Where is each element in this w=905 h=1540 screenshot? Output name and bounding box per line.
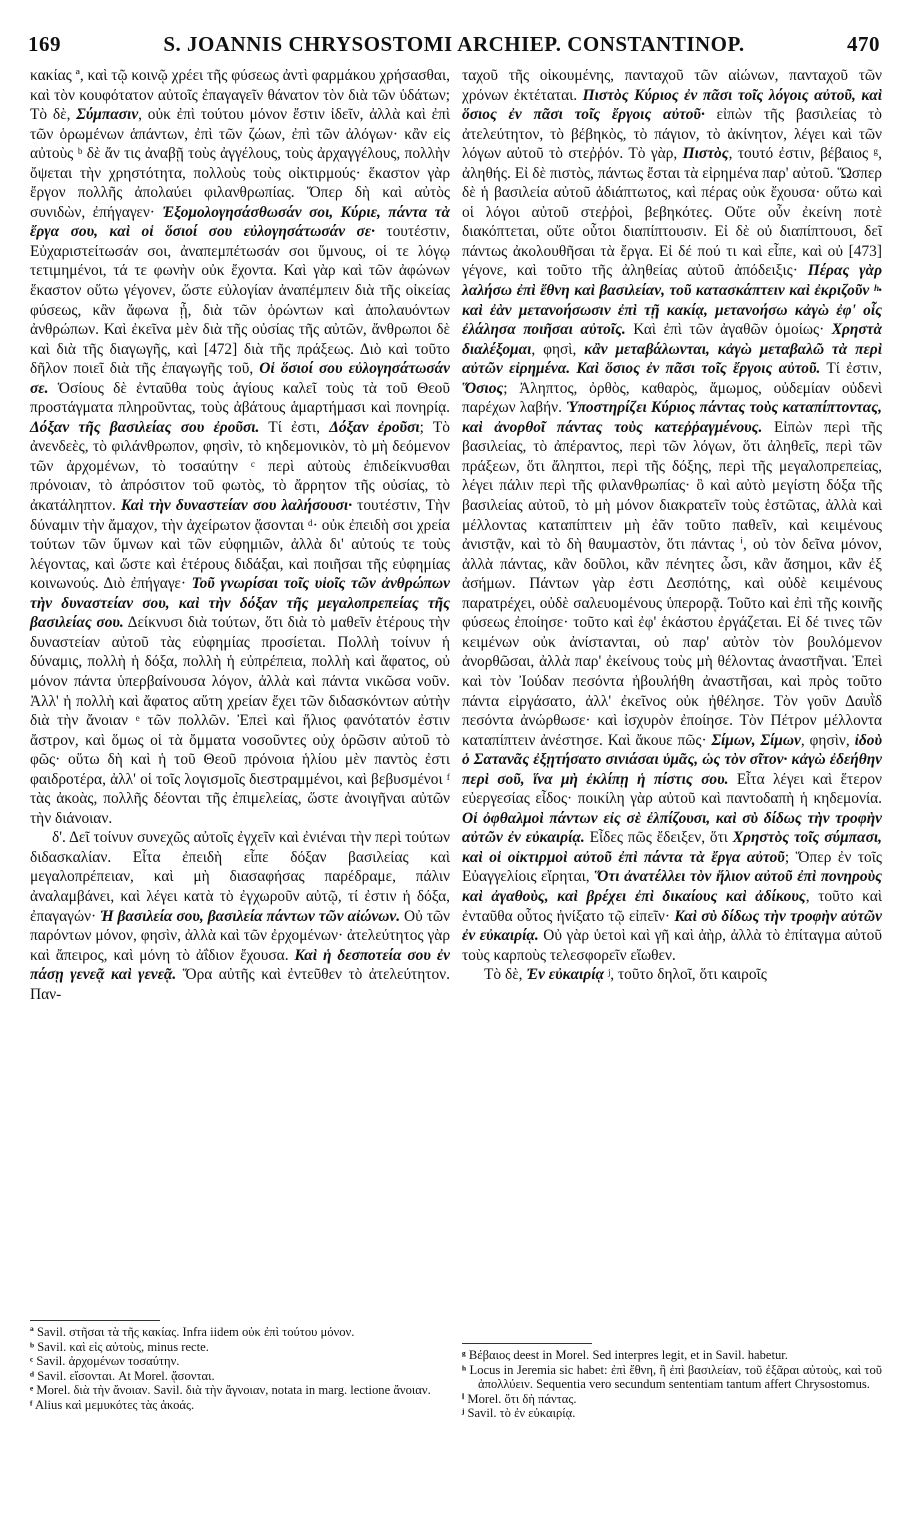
text-run: Τί ἐστι, bbox=[259, 418, 330, 436]
footnotes-right bbox=[462, 1348, 882, 1421]
scripture-quotation: Καὶ ἡ δεσποτεία σου ἐν πάσῃ γενεᾷ καὶ γενεᾷ. bbox=[30, 946, 450, 984]
scripture-quotation: Χρηστὸς τοῖς σύμπασι, καὶ οἱ οἰκτιρμοὶ αὐτοῦ ἐπὶ πάντα τὰ ἔργα αὐτοῦ bbox=[462, 829, 882, 866]
page-number-right: 470 bbox=[847, 32, 880, 56]
text-run: τουτέστιν, Τὴν δύναμιν τὴν ἄμαχον, τὴν ἀχείρωτον ᾄσονται ᵈ· οὐκ ἐπειδὴ σοι χρεία τούτων τῶν ὕμνων καὶ τῶν εὐφημιῶν, ἀλλὰ δι' αὐτούς τε τοὺς λέγοντας, καὶ ὥστε καὶ ἑτέρους διδάξαι, καὶ ποιῆσαι τῆς εὐφημίας κοινωνούς. Διὸ ἐπήγαγε· bbox=[30, 497, 450, 593]
scripture-quotation: Δόξαν ἐροῦσι bbox=[329, 418, 420, 436]
footnote-marker: ᵉ bbox=[30, 1383, 34, 1398]
scripture-quotation: Σύμπασιν bbox=[76, 106, 139, 124]
footnote-marker: ᶠ bbox=[30, 1397, 33, 1412]
scripture-quotation: Καὶ σὺ δίδως τὴν τροφὴν αὐτῶν ἐν εὐκαιρίᾳ. bbox=[462, 907, 882, 945]
scripture-quotation: Καὶ τὴν δυναστείαν σου λαλήσουσι· bbox=[120, 497, 353, 515]
scripture-quotation: Ὅτι ἀνατέλλει τὸν ἥλιον αὐτοῦ ἐπὶ πονηροὺς καὶ ἀγαθοὺς, καὶ βρέχει ἐπὶ δικαίους καὶ ἀδίκους bbox=[462, 868, 882, 905]
footnote-marker: ᶜ bbox=[30, 1354, 34, 1369]
scripture-quotation: Ἡ βασιλεία σου, βασιλεία πάντων τῶν αἰώνων. bbox=[100, 907, 401, 925]
text-run: Δείκνυσι διὰ τούτων, ὅτι διὰ τὸ μαθεῖν ἑτέρους τὴν δυναστείαν αὐτοῦ τὰς εὐφημίας προσίεται. Πολλὴ τοίνυν ἡ δύναμις, πολλὴ ἡ δόξα, πολλὴ ἡ εὐπρέπεια, πολλὴ καὶ ἄφατος, οὐ μόνον πάντα ὑπερβαίνουσα λόγον, ἀλλὰ καὶ πάντα νικῶσα νοῦν. Ἀλλ' ἡ πολλὴ καὶ ἄφατος αὕτη χρείαν ἔχει τῶν διδασκόντων αὐτὴν διὰ τὴν ἄνοιαν ᵉ τῶν πολλῶν. Ἐπεὶ καὶ ἥλιος φανότατόν ἐστιν ἄστρον, καὶ ὅμως οἱ τὰ ὄμματα νοσοῦντες οὐχ ὁρῶσιν αὐτοῦ τὸ φῶς· οὕτω δὴ καὶ ἡ τοῦ Θεοῦ πρόνοια ἡλίου μὲν παντὸς ἐστι φαιδροτέρα, ἀλλ' οἱ τοῖς λογισμοῖς διεστραμμένοι, καὶ βεβυσμένοι ᶠ τὰς ἀκοὰς, πολλῆς δέονται τῆς ἐπιμελείας, ὥστε ἀνοιγῆναι αὐτῶν τὴν διάνοιαν. bbox=[30, 614, 450, 827]
footnote bbox=[30, 1354, 450, 1369]
footnote-rule-left bbox=[30, 1320, 160, 1321]
text-run: τουτέστιν, Εὐχαριστείτωσάν σοι, ἀναπεμπέτωσάν σοι ὕμνους, οἱ τε λόγῳ τετιμημένοι, τά τε φωνὴν οὐκ ἔχοντα. Καὶ γὰρ καὶ τῶν ἀφώνων ἕκαστον οὕτω γέγονεν, ὥστε εὐλογίαν ἀναπέμπειν διὰ τῆς οἰκείας φύσεως, κἂν ἄφωνα ᾖ, διὰ τῶν ὁρώντων καὶ ἀπολαυόντων ἀνθρώπων. Καὶ ἐκεῖνα μὲν διὰ τῆς οὐσίας τῆς αὐτῶν, ἄνθρωποι δὲ καὶ διὰ τῆς διαγωγῆς, καὶ [472] διὰ τῆς πράξεως. Διὸ καὶ τοῦτο δῆλον ποιεῖ διὰ τῆς ἐπαγωγῆς τοῦ, bbox=[30, 223, 450, 378]
footnote bbox=[462, 1348, 882, 1363]
scripture-quotation: Χρηστὰ διαλέξομαι bbox=[462, 321, 882, 358]
paragraph bbox=[462, 66, 882, 965]
text-run: ; Ὅπερ ἐν τοῖς Εὐαγγελίοις εἴρηται, bbox=[462, 848, 882, 886]
footnote bbox=[462, 1363, 882, 1392]
scripture-quotation: Ἐξομολογησάσθωσάν σοι, Κύριε, πάντα τὰ ἔργα σου, καὶ οἱ ὅσιοί σου εὐλογησάτωσάν σε· bbox=[30, 203, 450, 241]
footnote-marker: ʲ bbox=[462, 1406, 465, 1421]
scripture-quotation: κἂν μεταβάλωνται, κἀγὼ μεταβαλῶ τὰ περὶ αὐτῶν εἰρημένα. bbox=[462, 340, 882, 378]
paragraph bbox=[30, 828, 450, 1004]
scripture-quotation: ἰδοὺ ὁ Σατανᾶς ἐξῃτήσατο σινιάσαι ὑμᾶς, ὡς τὸν σῖτον· κἀγὼ ἐδεήθην περὶ σοῦ, ἵνα μὴ ἐκλίπῃ ἡ πίστις σου. bbox=[462, 731, 882, 788]
text-run: Ὁσίους δὲ ἐνταῦθα τοὺς ἁγίους καλεῖ τοὺς τὰ τοῦ Θεοῦ προστάγματα πληροῦντας, τοὺς ἀβάτους ἁμαρτήμασι καὶ πονηρίᾳ. bbox=[30, 379, 450, 417]
text-run: ʲ, τοῦτο δηλοῖ, ὅτι καιροῖς bbox=[604, 966, 767, 984]
scripture-quotation: Καὶ ὅσιος ἐν πᾶσι τοῖς ἔργοις αὐτοῦ. bbox=[576, 360, 821, 378]
scripture-quotation: Πιστὸς bbox=[682, 145, 729, 163]
footnote-marker: ʰ bbox=[462, 1362, 467, 1377]
page-number-left: 169 bbox=[28, 32, 61, 56]
text-run: , οὐκ ἐπὶ τούτου μόνον ἔστιν ἰδεῖν, ἀλλὰ καὶ ἐπὶ τῶν ὁρωμένων ἁπάντων, ἐπὶ τῶν ζώων, ἐπὶ τῶν ἀλόγων· κἂν εἰς αὐτοὺς ᵇ δὲ ἄν τις ἀναβῇ τοὺς ἀγγέλους, τοὺς ἀρχαγγέλους, πολλὴν ὄψεται τὴν χρηστότητα, πολλοὺς τοὺς οἰκτιρμούς· ἕκαστον γὰρ ἔργον πολλῆς ἀπολαύει φιλανθρωπίας. Ὅπερ δὴ καὶ αὐτὸς συνιδὼν, ἐπήγαγεν· bbox=[30, 106, 450, 221]
text-run: , φησὶ, bbox=[531, 340, 585, 358]
text-run: δ'. Δεῖ τοίνυν συνεχῶς αὐτοῖς ἐγχεῖν καὶ ἐνιέναι τὴν περὶ τούτων διδασκαλίαν. Εἶτα ἐπειδὴ εἶπε δόξαν βασιλείας καὶ μεγαλοπρέπειαν, καὶ μὴ διασαφήσας παρέδραμε, πάλιν ἀναλαμβάνει, καὶ λέγει κατὰ τὸ ἐγχωροῦν αὐτῷ, τί ἐστιν ἡ δόξα, ἐπαγαγών· bbox=[30, 829, 450, 925]
footnote bbox=[30, 1383, 450, 1398]
scripture-quotation: Οἱ ὀφθαλμοὶ πάντων εἰς σὲ ἐλπίζουσι, καὶ σὺ δίδως τὴν τροφὴν αὐτῶν ἐν εὐκαιρίᾳ. bbox=[462, 809, 882, 847]
scripture-quotation: Δόξαν τῆς βασιλείας σου ἐροῦσι. bbox=[30, 418, 260, 436]
text-run: , τουτό ἐστιν, βέβαιος ᵍ, ἀληθής. Εἰ δὲ πιστὸς, πάντως ἔσται τὰ εἰρημένα παρ' αὐτοῦ. Ὥσπερ δὲ ἡ βασιλεία αὐτοῦ ἀδιάπτωτος, καὶ πέρας οὐκ ἔχουσα· οὕτω καὶ οἱ λόγοι αὐτοῦ στεῤῥοὶ, βεβηκότες. Οὔτε οὖν ἐκείνη ποτὲ διακόπτεται, οὔτε οὗτοι διαπίπτουσιν. Εἰ δὲ οὐ διαπίπτουσι, δεῖ πάντως ἀκολουθῆσαι τὰ ἔργα. Εἰ δέ πού τι καὶ εἶπε, καὶ οὐ [473] γέγονε, καὶ τοῦτο τῆς ἀληθείας αὐτοῦ ἀπόδειξις· bbox=[462, 145, 882, 280]
text-run: ταχοῦ τῆς οἰκουμένης, πανταχοῦ τῶν αἰώνων, πανταχοῦ τῶν χρόνων ἐκτέταται. bbox=[462, 67, 882, 104]
text-run: Καὶ ἐπὶ τῶν ἀγαθῶν ὁμοίως· bbox=[625, 321, 832, 339]
running-title: S. JOANNIS CHRYSOSTOMI ARCHIEP. CONSTANTINOP. bbox=[163, 32, 745, 56]
text-run: Ὅρα αὐτῆς καὶ ἐντεῦθεν τὸ ἀτελεύτητον. Παν- bbox=[30, 966, 450, 1003]
footnote-marker: ⁱ bbox=[462, 1391, 465, 1406]
footnote-text: Savil. ἀρχομένων τοσαύτην. bbox=[36, 1354, 180, 1369]
text-run: κακίας ª, καὶ τῷ κοινῷ χρέει τῆς φύσεως ἀντὶ φαρμάκου χρήσασθαι, καὶ τὸν κουφότατον αὐτοῖς ἐπαγαγεῖν θάνατον τὸν διὰ τῶν ὑδάτων; Τὸ δὲ, bbox=[30, 67, 450, 124]
footnote-text: Savil. στῆσαι τὰ τῆς κακίας. Infra iidem οὐκ ἐπὶ τούτου μόνον. bbox=[36, 1325, 355, 1339]
footnote-text: Savil. καὶ εἰς αὐτοὺς, minus recte. bbox=[37, 1339, 209, 1354]
footnote-text: Savil. εἴσονται. At Morel. ᾄσονται. bbox=[37, 1368, 215, 1383]
paragraph bbox=[462, 965, 882, 985]
footnote-text: Morel. διὰ τὴν ἄνοιαν. Savil. διὰ τὴν ἄγνοιαν, notata in marg. lectione ἄνοιαν. bbox=[36, 1383, 431, 1398]
footnote-marker: ᵍ bbox=[462, 1348, 466, 1362]
text-run: Οὐ τῶν παρόντων μόνον, φησὶν, ἀλλὰ καὶ τῶν ἐρχομένων· ἀτελεύτητος γὰρ καὶ ἄπειρος, καὶ μόνη τὸ ἀΐδιον ἔχουσα. bbox=[30, 907, 450, 964]
scripture-quotation: Πέρας γὰρ λαλήσω ἐπὶ ἔθνη καὶ βασιλείαν, τοῦ κατασκάπτειν καὶ ἐκριζοῦν ʰ· καὶ ἐὰν μετανοήσωσιν ἐπὶ τῇ κακίᾳ, μετανοήσω κἀγὼ ἐφ' οἷς ἐλάλησα ποιῆσαι αὐτοῖς. bbox=[462, 262, 882, 339]
text-run: , φησὶν, bbox=[800, 731, 855, 749]
scripture-quotation: Πιστὸς Κύριος ἐν πᾶσι τοῖς λόγοις αὐτοῦ, καὶ ὅσιος ἐν πᾶσι τοῖς ἔργοις αὐτοῦ· bbox=[462, 86, 882, 124]
scripture-quotation: Σίμων, Σίμων bbox=[711, 731, 801, 749]
running-header bbox=[28, 26, 880, 60]
footnote-text: Alius καὶ μεμυκότες τὰς ἀκοάς. bbox=[34, 1397, 195, 1412]
text-run: Τὸ δὲ, bbox=[484, 966, 527, 984]
text-run: Εἶτα λέγει καὶ ἕτερον εὐεργεσίας εἶδος· ποικίλη γὰρ αὐτοῦ καὶ παντοδαπὴ ἡ κηδεμονία. bbox=[462, 770, 882, 808]
footnote bbox=[30, 1369, 450, 1384]
scripture-quotation: Οἱ ὅσιοί σου εὐλογησάτωσάν σε. bbox=[30, 360, 450, 397]
scripture-quotation: Ὅσιος bbox=[462, 379, 504, 397]
text-run: ; Τὸ ἀνενδεὲς, τὸ φιλάνθρωπον, φησὶν, τὸ κηδεμονικὸν, τὸ μὴ δεόμενον τῶν ἀρχομένων, τὸ τοσαύτην ᶜ περὶ αὐτοὺς ἐπιδείκνυσθαι πρόνοιαν, τὸ ἀπρόσιτον τοῦ φωτὸς, τὸ ἄρρητον τῆς οὐσίας, τὸ ἀκατάληπτον. bbox=[30, 418, 450, 515]
footnotes-left bbox=[30, 1325, 450, 1413]
footnote-text: Morel. ὅτι δὴ πάντας. bbox=[467, 1391, 577, 1406]
footnote-text: Locus in Jeremia sic habet: ἐπὶ ἔθνη, ἢ ἐπὶ βασιλείαν, τοῦ ἐξᾶραι αὐτοὺς, καὶ τοῦ ἀπολλύειν. Sequentia vero secundum sententiam tantum affert Chrysostomus. bbox=[469, 1362, 882, 1392]
footnote-marker: ᵇ bbox=[30, 1339, 35, 1354]
left-column bbox=[30, 66, 450, 1004]
text-run: Εἰπὼν περὶ τῆς βασιλείας, τὸ ἀπέραντος, περὶ τῶν λόγων, ὅτι ἀληθεῖς, περὶ τῶν πράξεων, ὅτι ἄληπτοι, περὶ τῆς δόξης, περὶ τῆς μεγαλοπρεπείας, λέγει πάλιν περὶ τῆς φιλανθρωπίας· ὃ καὶ αὐτὸ μεγίστη δόξα τῆς βασιλείας αὐτοῦ, τὸ μὴ μόνον διακρατεῖν τοὺς ἑστῶτας, ἀλλὰ καὶ μέλλοντας καταπίπτειν μὴ ἐᾶν τοῦτο παθεῖν, καὶ κειμένους ἀνιστᾷν, καὶ τὸ δὴ θαυμαστὸν, ὅτι πάντας ⁱ, οὐ τὸν δεῖνα μόνον, ἀλλὰ πάντας, κἂν δοῦλοι, κἂν πένητες ὦσι, κἂν ἄσημοι, κἂν ἐξ ἀσήμων. Πάντων γὰρ ἐστι Δεσπότης, καὶ οὐδὲ κειμένους παρατρέχει, οὐδὲ σαλευομένους ὑπερορᾷ. Τοῦτο καὶ ἐπὶ τῆς κοινῆς φύσεως ἐποίησε· τοῦτο καὶ ἐφ' ἑκάστου ἐργάζεται. Εἰ δέ τινες τῶν κειμένων οὐκ ἀνίστανται, οὐ παρ' αὐτὸν τὸν βουλόμενον ἀνορθῶσαι, ἀλλὰ παρ' ἐκείνους τοὺς μὴ θέλοντας ἀναστῆναι. Ἐπεὶ καὶ τὸν Ἰούδαν πεσόντα ἠβουλήθη ἀναστῆσαι, καὶ πρὸς τοῦτο πάντα εἰργάσατο, ἀλλ' ἐκεῖνος οὐκ ἠθέλησε. Τὸν γοῦν Δαυῒδ πεσόντα ἀνώρθωσε· καὶ ἰσχυρὸν ἐποίησε. Τὸν Πέτρον μέλλοντα καταπίπτειν ἀνέστησε. Καὶ ἄκουε πῶς· bbox=[462, 418, 882, 749]
scripture-quotation: Ὑποστηρίζει Κύριος πάντας τοὺς καταπίπτοντας, καὶ ἀνορθοῖ πάντας τοὺς κατεῤῥαγμένους. bbox=[462, 399, 882, 436]
scripture-quotation: Ἐν εὐκαιρίᾳ bbox=[526, 966, 605, 984]
text-run: Τί ἐστιν, bbox=[820, 360, 882, 378]
footnote bbox=[462, 1406, 882, 1421]
footnote bbox=[30, 1398, 450, 1413]
right-column bbox=[462, 66, 882, 985]
footnote-rule-right bbox=[462, 1343, 592, 1344]
footnote-text: Savil. τὸ ἐν εὐκαιρίᾳ. bbox=[467, 1406, 576, 1421]
footnote bbox=[462, 1392, 882, 1407]
paragraph bbox=[30, 66, 450, 828]
footnote-marker: ᵈ bbox=[30, 1368, 35, 1383]
text-run: , τοῦτο καὶ ἐνταῦθα οὗτος ἠνίξατο τῷ εἰπεῖν· bbox=[462, 887, 882, 925]
footnote-text: Βέβαιος deest in Morel. Sed interpres legit, et in Savil. habetur. bbox=[468, 1348, 788, 1362]
text-run: Οὐ γὰρ ὑετοὶ καὶ γῆ καὶ ἀὴρ, ἀλλὰ τὸ ἐπίταγμα αὐτοῦ τοὺς καρποὺς τελεσφορεῖν εἴωθεν. bbox=[462, 927, 882, 964]
footnote-marker: ª bbox=[30, 1325, 34, 1339]
text-run: Εἶδες πῶς ἔδειξεν, ὅτι bbox=[584, 829, 733, 847]
scripture-quotation: Τοῦ γνωρίσαι τοῖς υἱοῖς τῶν ἀνθρώπων τὴν δυναστείαν σου, καὶ τὴν δόξαν τῆς μεγαλοπρεπείας τῆς βασιλείας σου. bbox=[30, 575, 450, 632]
text-run: εἰπὼν τῆς βασιλείας τὸ ἀτελεύτητον, τὸ βέβηκὸς, τὸ πάγιον, τὸ ἀκίνητον, λέγει καὶ τῶν λόγων αὐτοῦ τὸ στεῤῥόν. Τὸ γὰρ, bbox=[462, 106, 882, 163]
text-run: ; Ἀληπτος, ὀρθὸς, καθαρὸς, ἄμωμος, οὐδεμίαν οὐδενὶ παρέχων λαβήν. bbox=[462, 379, 882, 417]
footnote bbox=[30, 1340, 450, 1355]
footnote bbox=[30, 1325, 450, 1340]
